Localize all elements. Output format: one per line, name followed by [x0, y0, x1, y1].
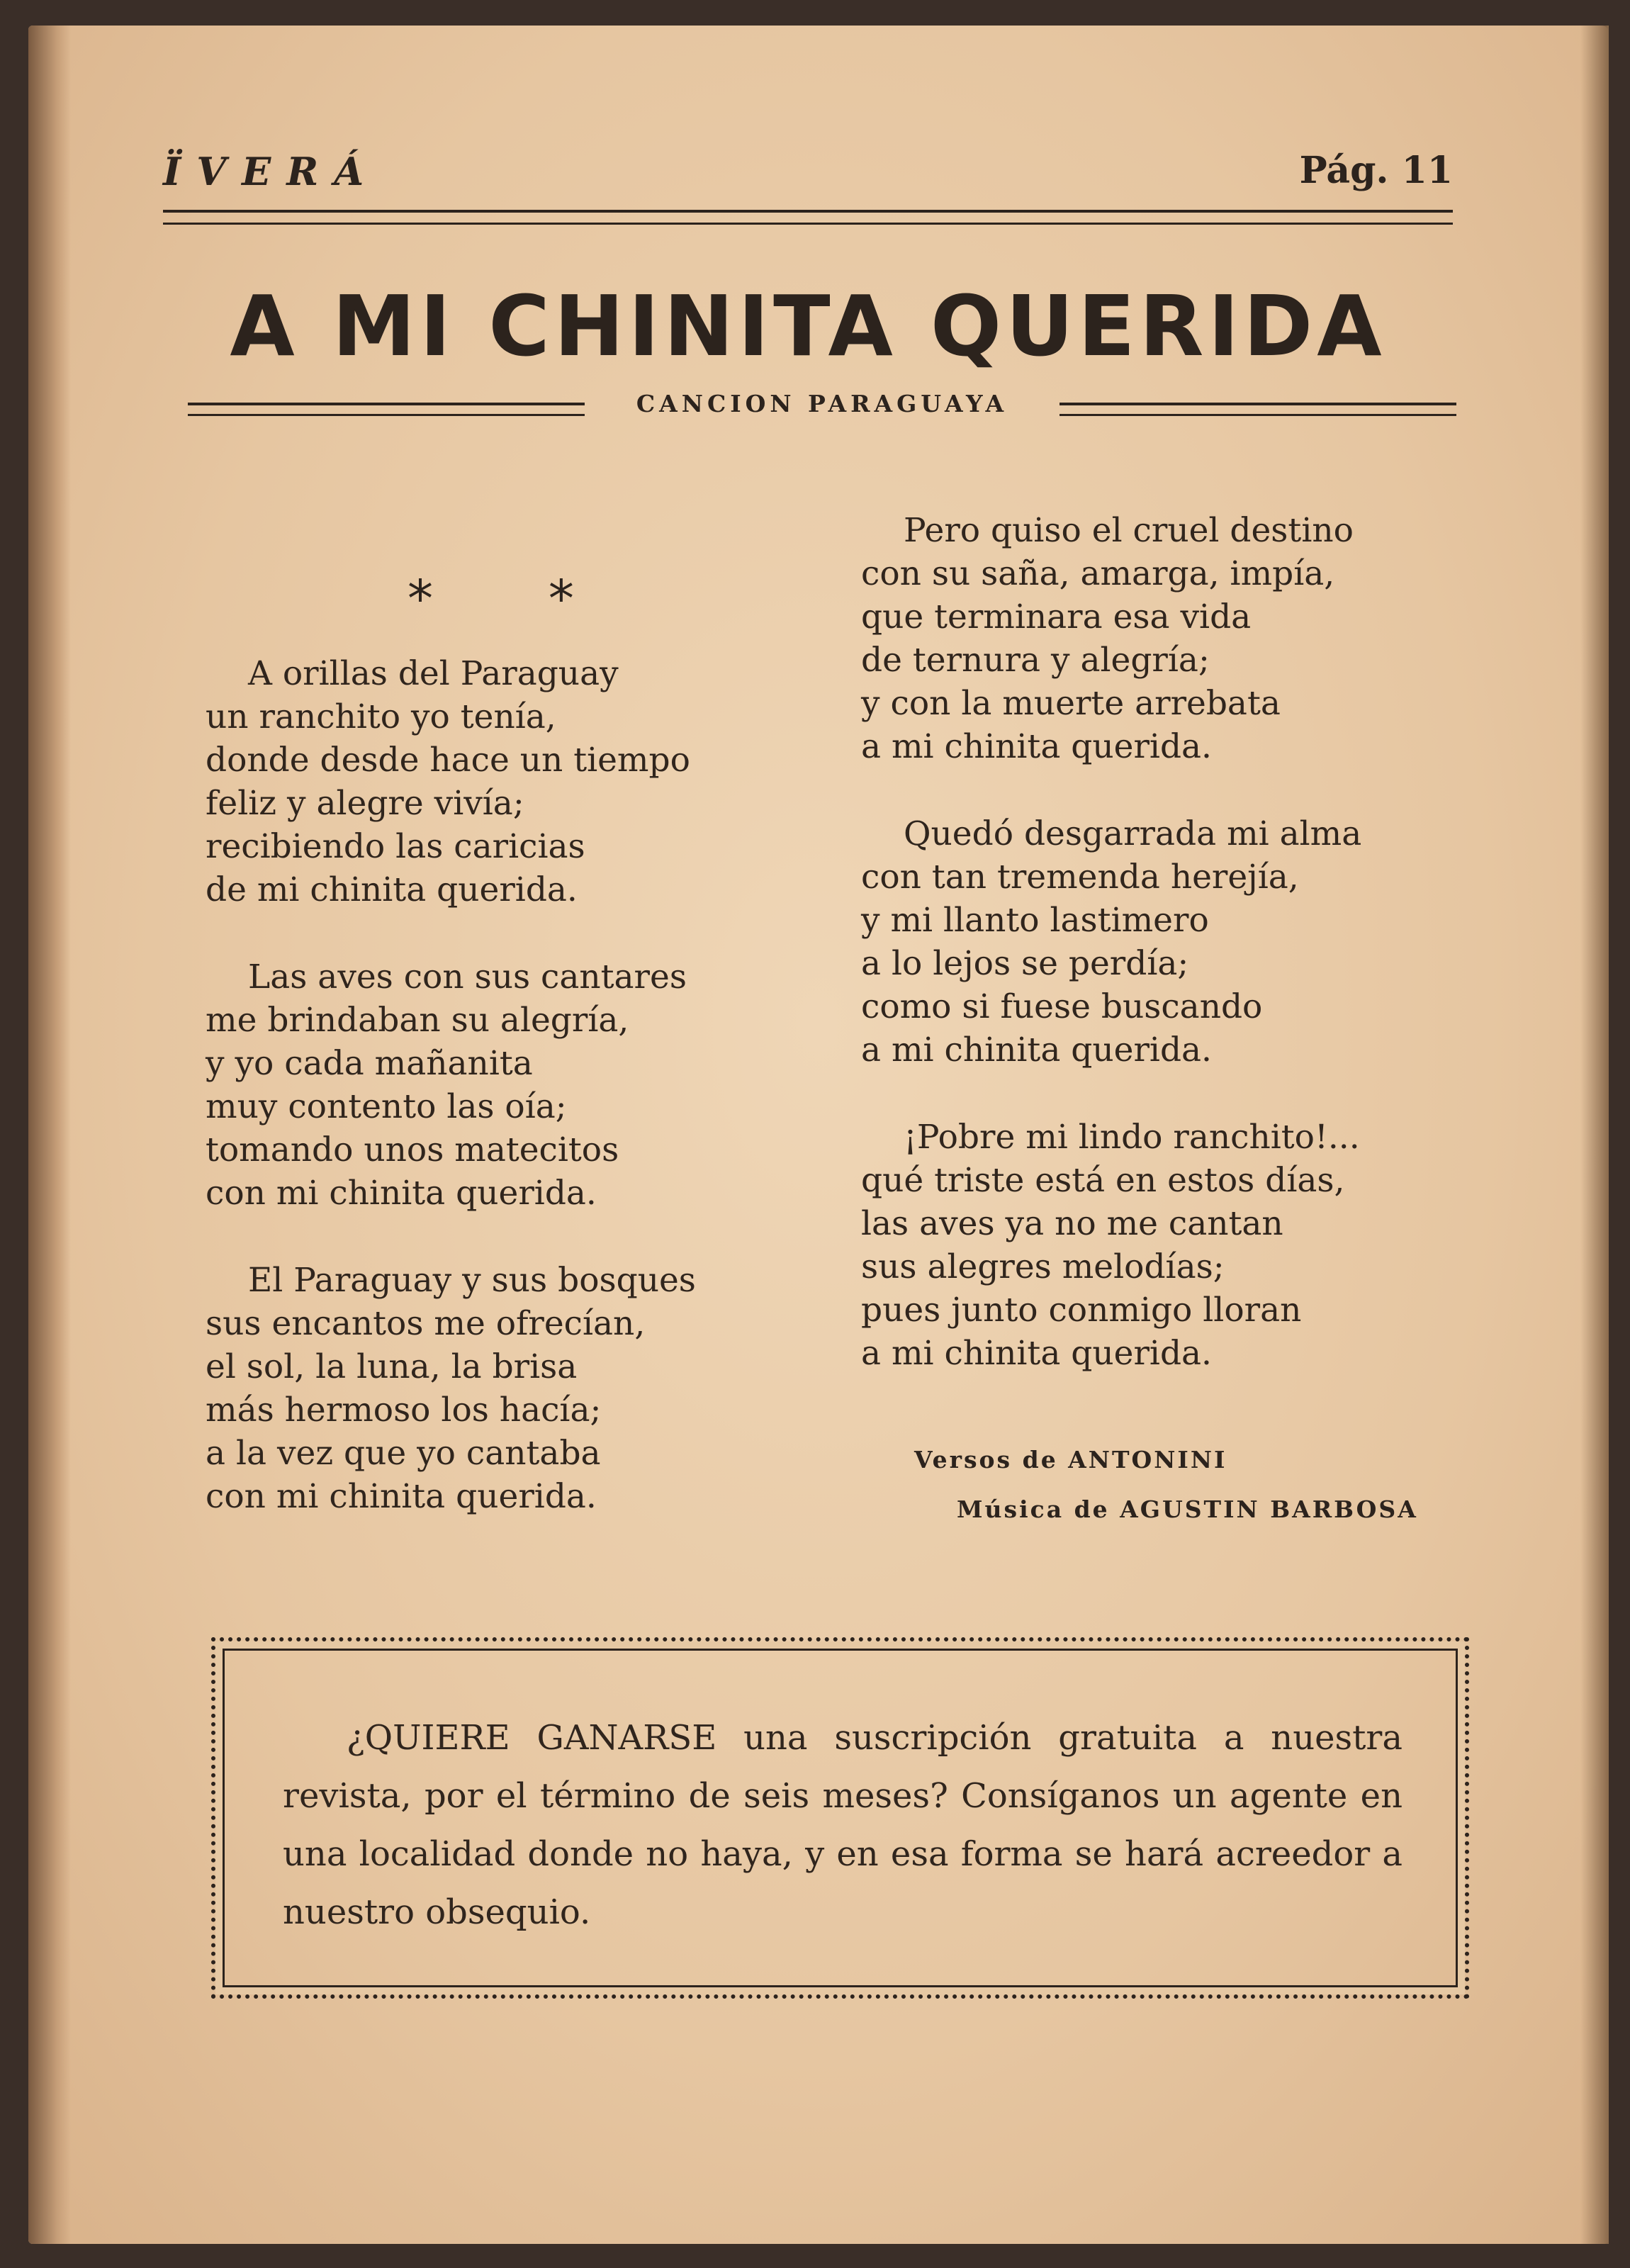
verse-line: Pero quiso el cruel destino	[904, 511, 1354, 550]
verse-line: el sol, la luna, la brisa	[206, 1347, 578, 1386]
verse-line: a mi chinita querida.	[861, 727, 1212, 766]
verse-line: donde desde hace un tiempo	[206, 741, 690, 780]
verse-line: con mi chinita querida.	[206, 1174, 597, 1213]
verse-line: de mi chinita querida.	[206, 870, 578, 909]
verse-line: qué triste está en estos días,	[861, 1161, 1345, 1200]
stanza	[206, 652, 772, 911]
page-binding-shadow	[28, 26, 71, 2244]
verse-line: y mi llanto lastimero	[861, 901, 1209, 940]
subtitle-row	[188, 388, 1456, 431]
verse-line: A orillas del Paraguay	[248, 654, 619, 693]
stanza	[861, 509, 1471, 768]
verse-line: pues junto conmigo lloran	[861, 1291, 1302, 1330]
stanza	[861, 1116, 1471, 1375]
poem-column-left	[206, 652, 772, 1562]
verse-line: las aves ya no me cantan	[861, 1204, 1283, 1243]
verse-line: a la vez que yo cantaba	[206, 1434, 601, 1473]
verse-line: sus encantos me ofrecían,	[206, 1304, 646, 1343]
poem-title: A MI CHINITA QUERIDA	[230, 277, 1386, 375]
poem-column-right	[861, 509, 1471, 1419]
credit-verses: Versos de ANTONINI	[914, 1446, 1227, 1473]
verse-line: más hermoso los hacía;	[206, 1391, 602, 1430]
running-head	[163, 135, 1453, 206]
subtitle-rule-right	[1060, 403, 1456, 416]
verse-line: Las aves con sus cantares	[248, 958, 687, 997]
verse-line: a mi chinita querida.	[861, 1031, 1212, 1070]
stanza	[206, 955, 772, 1215]
subscription-notice-box	[211, 1637, 1469, 1999]
credits	[914, 1435, 1453, 1534]
verse-line: recibiendo las caricias	[206, 827, 585, 866]
page-number: Pág. 11	[1299, 149, 1453, 192]
publication-name: ÏVERÁ	[163, 149, 380, 194]
verse-line: muy contento las oía;	[206, 1087, 567, 1126]
page-edge-shadow	[1580, 26, 1609, 2244]
verse-line: a mi chinita querida.	[861, 1334, 1212, 1373]
verse-line: con su saña, amarga, impía,	[861, 554, 1335, 593]
subscription-notice-text: ¿QUIERE GANARSE una suscripción gratuita a nuestra revista, por el término de seis meses? Consíganos un agente en una localidad donde no haya, y en esa forma se hará acreedor a nuestro obsequio.	[283, 1718, 1403, 1932]
poem-subtitle: CANCION PARAGUAYA	[636, 390, 1008, 417]
stanza	[206, 1259, 772, 1518]
verse-line: y con la muerte arrebata	[861, 684, 1281, 723]
verse-line: a lo lejos se perdía;	[861, 944, 1189, 983]
verse-line: Quedó desgarrada mi alma	[904, 814, 1362, 853]
verse-line: con mi chinita querida.	[206, 1477, 597, 1516]
verse-line: tomando unos matecitos	[206, 1130, 619, 1169]
verse-line: con tan tremenda herejía,	[861, 858, 1299, 897]
verse-line: y yo cada mañanita	[206, 1044, 533, 1083]
credit-music: Música de AGUSTIN BARBOSA	[957, 1495, 1418, 1523]
stanza	[861, 812, 1471, 1072]
verse-line: feliz y alegre vivía;	[206, 784, 524, 823]
header-rule	[163, 210, 1453, 225]
asterism-ornament: ⁎ ⁎	[408, 553, 624, 612]
verse-line: ¡Pobre mi lindo ranchito!...	[904, 1118, 1360, 1157]
verse-line: que terminara esa vida	[861, 597, 1252, 636]
verse-line: un ranchito yo tenía,	[206, 697, 556, 736]
verse-line: El Paraguay y sus bosques	[248, 1261, 696, 1300]
verse-line: de ternura y alegría;	[861, 641, 1210, 680]
verse-line: me brindaban su alegría,	[206, 1001, 629, 1040]
verse-line: como si fuese buscando	[861, 987, 1263, 1026]
verse-line: sus alegres melodías;	[861, 1247, 1225, 1286]
